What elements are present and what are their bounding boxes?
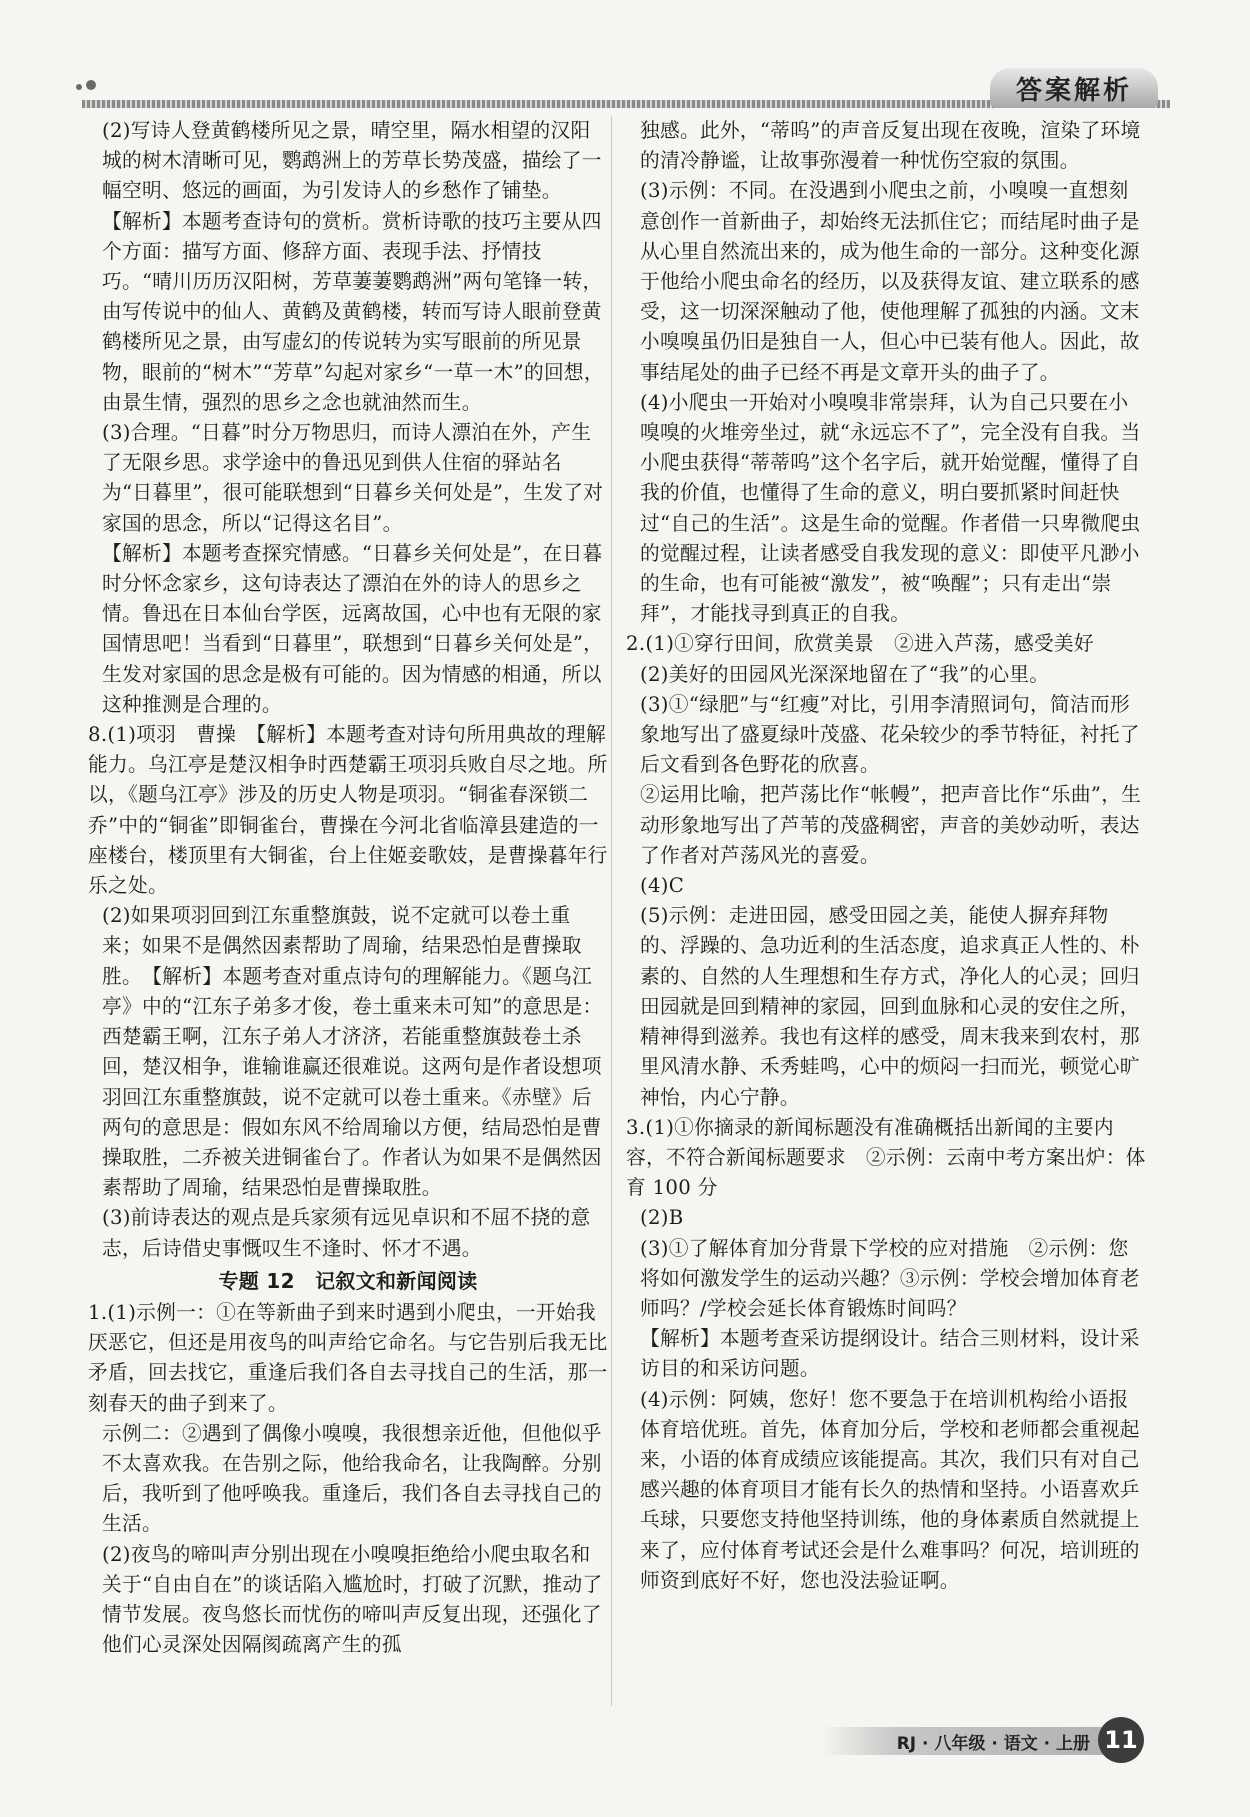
dot-icon [76,84,82,90]
footer-book-label: RJ · 八年级 · 语文 · 上册 [820,1727,1120,1755]
answer-paragraph: (3)①了解体育加分背景下学校的应对措施 ②示例：您将如何激发学生的运动兴趣？③示例：学校会增加体育老师吗？/学校会延长体育锻炼时间吗？ [640,1236,1140,1320]
answer-paragraph: (2)美好的田园风光深深地留在了“我”的心里。 [640,662,1050,686]
answer-paragraph: ②运用比喻，把芦荡比作“帐幔”，把声音比作“乐曲”，生动形象地写出了芦苇的茂盛稠密，声音的美妙动听，表达了作者对芦荡风光的喜爱。 [640,783,1142,867]
page-number: 11 [1098,1717,1144,1763]
answer-paragraph: (3)前诗表达的观点是兵家须有远见卓识和不屈不挠的意志，后诗借史事慨叹生不逢时、怀才不遇。 [102,1206,591,1260]
answer-paragraph: (4)小爬虫一开始对小嗅嗅非常崇拜，认为自己只要在小嗅嗅的火堆旁坐过，就“永远忘不了”，完全没有自我。当小爬虫获得“蒂蒂呜”这个名字后，就开始觉醒，懂得了自我的价值，也懂得了生命的意义，明白要抓紧时间赶快过“自己的生活”。这是生命的觉醒。作者借一只卑微爬虫的觉醒过程，让读者感受自我发现的意义：即使平凡渺小的生命，也有可能被“激发”，被“唤醒”；只有走出“崇拜”，才能找寻到真正的自我。 [640,390,1141,626]
answer-paragraph: (2)B [640,1206,684,1230]
right-column [626,116,1146,1596]
question-2-answer: 2.(1)①穿行田间，欣赏美景 ②进入芦荡，感受美好 [626,632,1094,656]
answer-paragraph: (4)C [640,874,685,898]
answer-paragraph: (5)示例：走进田园，感受田园之美，能使人摒弃拜物的、浮躁的、急功近利的生活态度，追求真正人性的、朴素的、自然的人生理想和生存方式，净化人的心灵；回归田园就是回到精神的家园，回到血脉和心灵的安住之所，精神得到滋养。我也有这样的感受，周末我来到农村，那里风清水静、禾秀蛙鸣，心中的烦闷一扫而光，顿觉心旷神怡，内心宁静。 [640,904,1140,1109]
question-3-answer: 3.(1)①你摘录的新闻标题没有准确概括出新闻的主要内容，不符合新闻标题要求 ②示例：云南中考方案出炉：体育 100 分 [626,1115,1146,1200]
answer-paragraph: (4)示例：阿姨，您好！您不要急于在培训机构给小语报体育培优班。首先，体育加分后，学校和老师都会重视起来，小语的体育成绩应该能提高。其次，我们只有对自己感兴趣的体育项目才能有长久的热情和坚持。小语喜欢乒乓球，只要您支持他坚持训练，他的身体素质自然就提上来了，应付体育考试还会是什么难事吗？何况，培训班的师资到底好不好，您也没法验证啊。 [640,1387,1140,1592]
left-column [88,116,608,1660]
answer-paragraph: (2)如果项羽回到江东重整旗鼓，说不定就可以卷土重来；如果不是偶然因素帮助了周瑜，结果恐怕是曹操取胜。 【解析】本题考查对重点诗句的理解能力。《题乌江亭》中的“江东子弟多才俊，卷土重来未可知”的意思是：西楚霸王啊，江东子弟人才济济，若能重整旗鼓卷土杀回，楚汉相争，谁输谁赢还很难说。这两句是作者设想项羽回江东重整旗鼓，说不定就可以卷土重来。《赤壁》后两句的意思是：假如东风不给周瑜以方便，结局恐怕是曹操取胜，二乔被关进铜雀台了。作者认为如果不是偶然因素帮助了周瑜，结果恐怕是曹操取胜。 [102,904,603,1200]
answer-paragraph: (3)合理。“日暮”时分万物思归，而诗人漂泊在外，产生了无限乡思。求学途中的鲁迅见到供人住宿的驿站名为“日暮里”，很可能联想到“日暮乡关何处是”，生发了对家国的思念，所以“记得这名目”。 [102,421,604,535]
dot-icon [86,80,96,90]
answer-paragraph: 示例二：②遇到了偶像小嗅嗅，我很想亲近他，但他似乎不太喜欢我。在告别之际，他给我命名，让我陶醉。分别后，我听到了他呼唤我。重逢后，我们各自去寻找自己的生活。 [102,1421,602,1536]
column-divider [611,116,612,1706]
answer-paragraph: 独感。此外，“蒂呜”的声音反复出现在夜晚，渲染了环境的清冷静谧，让故事弥漫着一种忧伤空寂的氛围。 [640,119,1141,173]
question-1-answer: 1.(1)示例一：①在等新曲子到来时遇到小爬虫，一开始我厌恶它，但还是用夜鸟的叫声给它命名。与它告别后我无比矛盾，回去找它，重逢后我们各自去寻找自己的生活，那一刻春天的曲子到来了。 [88,1300,608,1415]
analysis-paragraph: 【解析】本题考查采访提纲设计。结合三则材料，设计采访目的和采访问题。 [640,1327,1140,1381]
answer-paragraph: (3)示例：不同。在没遇到小爬虫之前，小嗅嗅一直想刻意创作一首新曲子，却始终无法抓住它；而结尾时曲子是从心里自然流出来的，成为他生命的一部分。这种变化源于他给小爬虫命名的经历，以及获得友谊、建立联系的感受，这一切深深触动了他，使他理解了孤独的内涵。文末小嗅嗅虽仍旧是独自一人，但心中已装有他人。因此，故事结尾处的曲子已经不再是文章开头的曲子了。 [640,179,1140,384]
answer-paragraph: (2)写诗人登黄鹤楼所见之景，晴空里，隔水相望的汉阳城的树木清晰可见，鹦鹉洲上的芳草长势茂盛，描绘了一幅空明、悠远的画面，为引发诗人的乡愁作了铺垫。 【解析】本题考查诗句的赏析。赏析诗歌的技巧主要从四个方面：描写方面、修辞方面、表现手法、抒情技巧。“晴川历历汉阳树，芳草萋萋鹦鹉洲”两句笔锋一转，由写传说中的仙人、黄鹤及黄鹤楼，转而写诗人眼前登黄鹤楼所见之景，由写虚幻的传说转为实写眼前的所见景物，眼前的“树木”“芳草”勾起对家乡“一草一木”的回想，由景生情，强烈的思乡之念也就油然而生。 [102,119,604,414]
section-badge: 答案解析 [990,68,1158,108]
analysis-paragraph: 【解析】本题考查探究情感。“日暮乡关何处是”，在日暮时分怀念家乡，这句诗表达了漂泊在外的诗人的思乡之情。鲁迅在日本仙台学医，远离故国，心中也有无限的家国情思吧！当看到“日暮里”，联想到“日暮乡关何处是”，生发对家国的思念是极有可能的。因为情感的相通，所以这种推测是合理的。 [102,541,604,716]
decorative-dots [76,78,116,98]
answer-paragraph: (3)①“绿肥”与“红瘦”对比，引用李清照词句，简洁而形象地写出了盛夏绿叶茂盛、花朵较少的季节特征，衬托了后文看到各色野花的欣喜。 [640,692,1140,777]
section-title: 专题 12 记叙文和新闻阅读 [218,1268,478,1293]
question-8-answer: 8.(1)项羽 曹操 【解析】本题考查对诗句所用典故的理解能力。乌江亭是楚汉相争时西楚霸王项羽兵败自尽之地。所以，《题乌江亭》涉及的历史人物是项羽。“铜雀春深锁二乔”中的“铜雀”即铜雀台，曹操在今河北省临漳县建造的一座楼台，楼顶里有大铜雀，台上住姬妾歌妓，是曹操暮年行乐之处。 [88,723,608,898]
answer-paragraph: (2)夜鸟的啼叫声分别出现在小嗅嗅拒绝给小爬虫取名和关于“自由自在”的谈话陷入尴尬时，打破了沉默，推动了情节发展。夜鸟悠长而忧伤的啼叫声反复出现，还强化了他们心灵深处因隔阂疏离产生的孤 [102,1542,603,1657]
